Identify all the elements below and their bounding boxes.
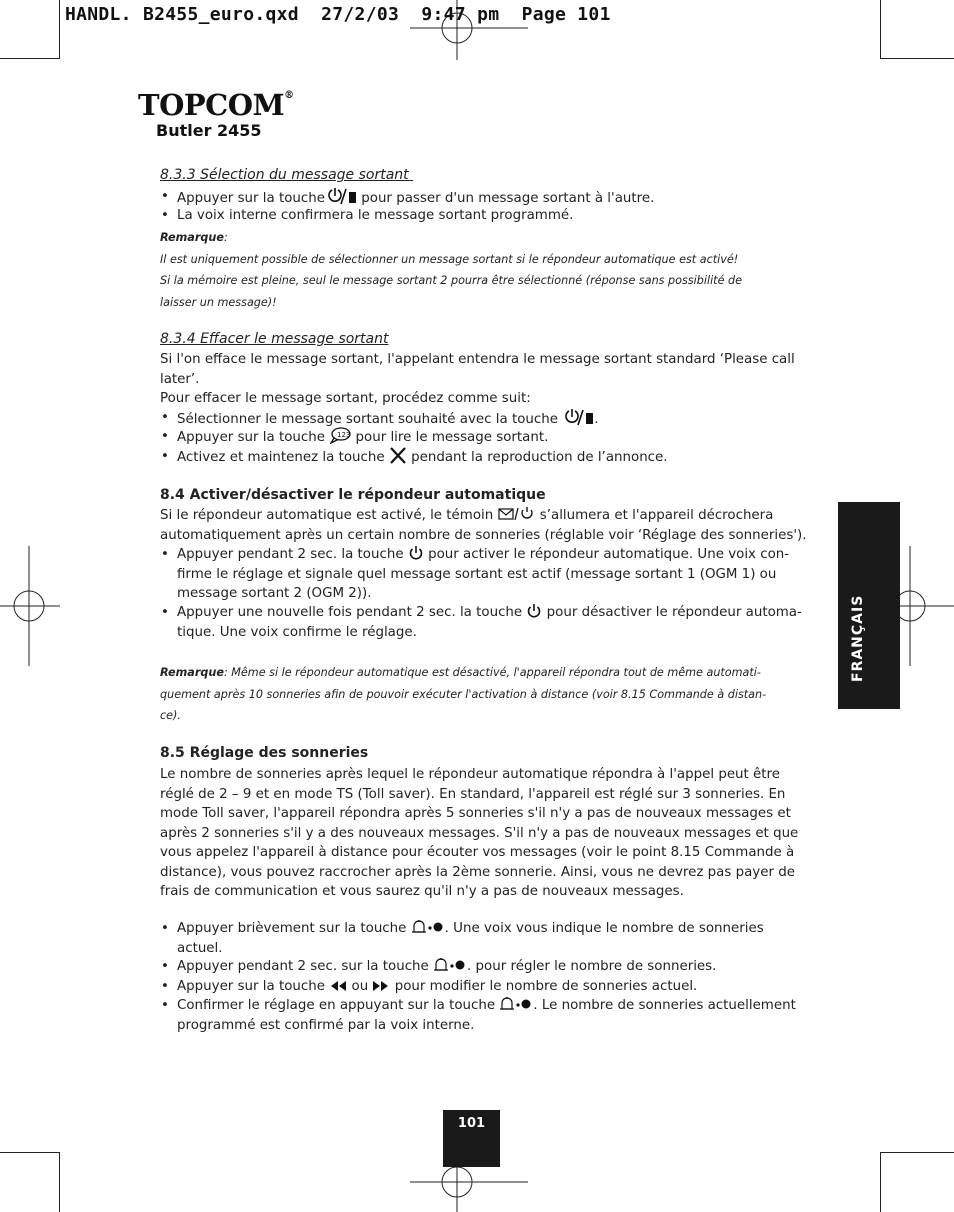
bullet-text: Confirmer le réglage en appuyant sur la touche <box>177 998 500 1013</box>
paragraph-line: distance), vous pouvez raccrocher après la 2ème sonnerie. Ainsi, vous ne devrez pas payer de <box>160 864 795 880</box>
section-833-title: 8.3.3 Sélection du message sortant <box>160 167 414 183</box>
bullet-text: . pour régler le nombre de sonneries. <box>467 959 717 974</box>
bullet-text: La voix interne confirmera le message sortant programmé. <box>177 208 574 223</box>
bullet: • <box>161 449 169 464</box>
bullet-text: Appuyer une nouvelle fois pendant 2 sec. la touche <box>177 605 527 620</box>
language-tab-label: FRANÇAIS <box>850 594 866 682</box>
bell-dot-icon <box>433 957 467 973</box>
bullet-text: Appuyer pendant 2 sec. sur la touche <box>177 959 434 974</box>
crop-mark <box>880 1152 954 1153</box>
crop-mark <box>0 58 60 59</box>
paragraph-line: vous appelez l'appareil à distance pour écouter vos messages (voir le point 8.15 Commande à <box>160 845 795 860</box>
power-icon <box>408 545 424 561</box>
note-label: Remarque <box>160 666 224 679</box>
bullet: • <box>161 208 169 223</box>
speech-bubble-icon <box>329 427 351 444</box>
bullet-text: pour modifier le nombre de sonneries actuel. <box>390 979 698 994</box>
registration-mark <box>0 546 60 666</box>
crop-mark <box>880 58 954 59</box>
paragraph-line: s’allumera et l'appareil décrochera <box>535 508 774 523</box>
cross-icon <box>389 447 407 464</box>
note <box>160 662 800 727</box>
power-icon <box>526 603 542 619</box>
crop-mark <box>880 1152 881 1212</box>
envelope-power-icon <box>498 506 536 522</box>
bullet-text: message sortant 2 (OGM 2)). <box>177 586 372 601</box>
file-header: HANDL. B2455_euro.qxd 27/2/03 9:47 pm Page 101 <box>65 4 611 25</box>
bullet-text: Appuyer sur la touche <box>177 430 330 445</box>
bullet-text: Appuyer sur la touche <box>177 979 330 994</box>
paragraph-line: later’. <box>160 371 200 387</box>
paragraph-line: Pour effacer le message sortant, procédez comme suit: <box>160 391 531 406</box>
crop-mark <box>59 0 60 58</box>
brand-registered-mark: ® <box>284 90 294 101</box>
note-text: Si la mémoire est pleine, seul le message sortant 2 pourra être sélectionné (réponse sans possibilité de <box>160 274 742 287</box>
paragraph-line: Si le répondeur automatique est activé, le témoin <box>160 508 498 523</box>
bullet: • <box>161 979 169 994</box>
bullet-text: Appuyer pendant 2 sec. la touche <box>177 547 408 562</box>
bullet: • <box>161 429 169 444</box>
paragraph-line: Si l'on efface le message sortant, l'appelant entendra le message sortant standard ‘Please call <box>160 352 795 367</box>
bullet-text: Appuyer brièvement sur la touche <box>177 921 411 936</box>
bullet-text: pendant la reproduction de l’annonce. <box>406 450 668 465</box>
section-84-title: 8.4 Activer/désactiver le répondeur automatique <box>160 487 546 503</box>
note-text: laisser un message)! <box>160 295 277 309</box>
note-label: Remarque <box>160 231 224 244</box>
page-number: 101 <box>443 1110 500 1167</box>
svg-text:123: 123 <box>337 431 351 439</box>
bullet-text: . Le nombre de sonneries actuellement <box>533 998 796 1013</box>
crop-mark <box>880 0 881 58</box>
bullet: • <box>161 547 169 562</box>
bullet-text: . <box>594 412 599 427</box>
section-85-title: 8.5 Réglage des sonneries <box>160 745 369 761</box>
bullet-text: ou <box>347 979 373 994</box>
note-text: ce). <box>160 709 181 722</box>
crop-mark <box>59 1152 60 1212</box>
bullet-text: actuel. <box>177 940 223 956</box>
paragraph-line: Le nombre de sonneries après lequel le répondeur automatique répondra à l'appel peut être <box>160 767 780 782</box>
brand-name: TOPCOM <box>138 88 285 122</box>
paragraph-line: mode Toll saver, l'appareil répondra après 5 sonneries s'il n'y a pas de nouveaux messages et <box>160 806 791 821</box>
fast-forward-icon <box>372 979 390 993</box>
bell-dot-icon <box>499 996 533 1012</box>
rewind-icon <box>329 979 347 993</box>
brand-logo <box>138 88 294 122</box>
bullet: • <box>161 605 169 620</box>
note <box>160 227 800 313</box>
bullet-text: pour passer d'un message sortant à l'autre. <box>357 191 655 206</box>
crop-mark <box>0 1152 60 1153</box>
section-834-title: 8.3.4 Effacer le message sortant <box>160 331 389 347</box>
paragraph <box>160 765 820 902</box>
paragraph <box>160 506 820 545</box>
bullet-text: firme le réglage et signale quel message sortant est actif (message sortant 1 (OGM 1) ou <box>177 566 777 582</box>
paragraph-line: après 2 sonneries s'il y a des nouveaux messages. S'il n'y a pas de nouveaux messages et que <box>160 825 799 841</box>
bullet: • <box>161 921 169 936</box>
bullet-text: . Une voix vous indique le nombre de sonneries <box>444 921 764 936</box>
bullet: • <box>161 410 169 425</box>
bullet-text: programmé est confirmé par la voix interne. <box>177 1017 475 1033</box>
bell-dot-icon <box>411 919 445 935</box>
power-stop-icon <box>562 408 594 426</box>
paragraph-line: automatiquement après un certain nombre de sonneries (réglable voir ‘Réglage des sonneries'). <box>160 527 807 543</box>
paragraph-line: réglé de 2 – 9 et en mode TS (Toll saver). En standard, l'appareil est réglé sur 3 sonneries. En <box>160 786 786 802</box>
bullet-text: Activez et maintenez la touche <box>177 450 389 465</box>
note-colon: : <box>223 231 228 244</box>
bullet-text: Sélectionner le message sortant souhaité avec la touche <box>177 412 563 427</box>
note-text: : Même si le répondeur automatique est désactivé, l'appareil répondra tout de même automati- <box>223 666 761 679</box>
paragraph <box>160 350 800 409</box>
bullet: • <box>161 189 169 204</box>
bullet: • <box>161 998 169 1013</box>
bullet-text: pour lire le message sortant. <box>351 430 549 445</box>
bullet-text: Appuyer sur la touche <box>177 191 325 206</box>
language-tab <box>838 502 900 709</box>
note-text: quement après 10 sonneries afin de pouvoir exécuter l'activation à distance (voir 8.15 Commande à distan- <box>160 687 767 701</box>
bullet: • <box>161 959 169 974</box>
bullet-text: tique. Une voix confirme le réglage. <box>177 624 417 640</box>
paragraph-line: frais de communication et vous saurez qu'il n'y a pas de nouveaux messages. <box>160 884 684 899</box>
bullet-text: pour désactiver le répondeur automa- <box>542 605 802 620</box>
bullet-text: pour activer le répondeur automatique. Une voix con- <box>423 547 790 562</box>
product-model: Butler 2455 <box>156 121 262 140</box>
note-text: Il est uniquement possible de sélectionner un message sortant si le répondeur automatique est activé! <box>160 252 739 266</box>
power-stop-icon <box>325 187 357 205</box>
